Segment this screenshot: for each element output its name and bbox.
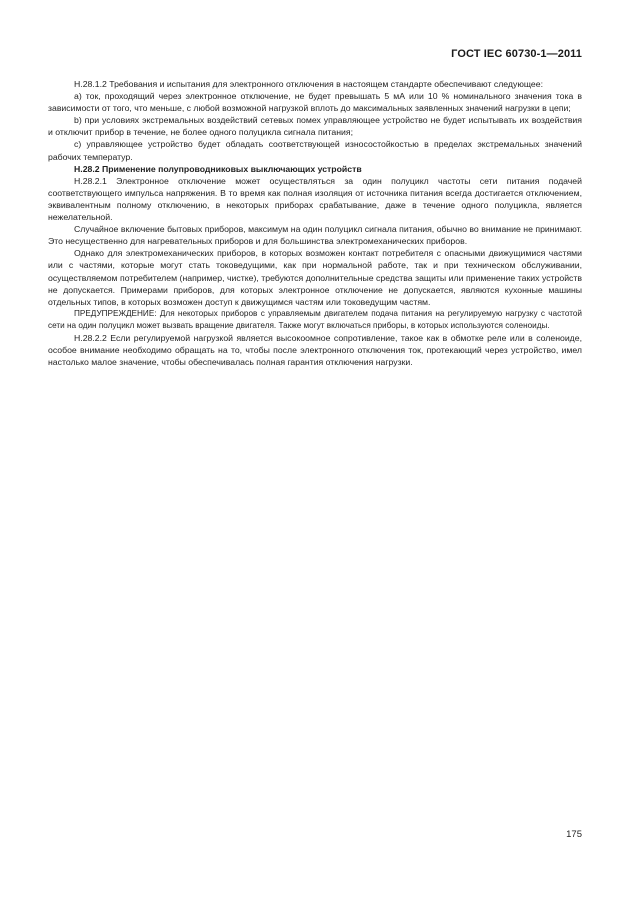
- paragraph-h28-2-2: H.28.2.2 Если регулируемой нагрузкой является высокоомное сопротивление, такое как в обмотке реле или в соленоиде, особое внимание необходимо обращать на то, чтобы после электронного отключения ток, протекающий через устройство, имел настолько малое значение, чтобы обеспечивалась полная гарантия отключения нагрузки.: [48, 332, 582, 368]
- section-heading-h28-2: H.28.2 Применение полупроводниковых выключающих устройств: [74, 163, 362, 174]
- list-item-c: c) управляющее устройство будет обладать соответствующей износостойкостью в пределах экстремальных значений рабочих температур.: [48, 139, 582, 162]
- paragraph-h28-1-2: H.28.1.2 Требования и испытания для электронного отключения в настоящем стандарте обеспечивают следующее:: [74, 79, 543, 89]
- page-number: 175: [566, 829, 582, 840]
- document-code-header: ГОСТ IEC 60730-1—2011: [451, 48, 582, 60]
- paragraph-h28-2-1: H.28.2.1 Электронное отключение может осуществляться за один полуцикл частоты сети питания подачей соответствующего импульса напряжения. В то время как полная изоляция от источника питания всегда достигается отключением, эквивалентным полному отключению, в некоторых приборах срабатывание, даже в течение одного полуцикла, является нежелательной.: [48, 175, 582, 223]
- paragraph-random-switching: Случайное включение бытовых приборов, максимум на один полуцикл сигнала питания, обычно во внимание не принимают. Это несущественно для нагревательных приборов и для большинства электромеханических приборов.: [48, 224, 582, 247]
- document-body: [48, 78, 582, 368]
- warning-note: ПРЕДУПРЕЖДЕНИЕ: Для некоторых приборов с управляемым двигателем подача питания на регулируемую нагрузку с частотой сети на один полуцикл может вызвать вращение двигателя. Также могут включаться приборы, в которых используются соленоиды.: [48, 308, 582, 330]
- paragraph-electromechanical: Однако для электромеханических приборов, в которых возможен контакт потребителя с опасными движущимися частями или с частями, которые могут стать токоведущими, как при нормальной работе, так и при техническом обслуживании, осуществляемом потребителем (например, чистке), требуются дополнительные средства защиты или применение таких устройств не допускается. Примерами приборов, для которых электронное отключение не допускается, являются кухонные машины отдельных типов, в которых возможен доступ к движущимся частям или токоведущим частям.: [48, 248, 582, 307]
- list-item-b: b) при условиях экстремальных воздействий сетевых помех управляющее устройство не будет испытывать их воздействия и отключит прибор в течение, не более одного полуцикла сигнала питания;: [48, 115, 582, 138]
- list-item-a: a) ток, проходящий через электронное отключение, не будет превышать 5 мА или 10 % номинального значения тока в зависимости от того, что меньше, с любой возможной нагрузкой вплоть до максимальных заявленных значений нагрузки в цепи;: [48, 91, 582, 114]
